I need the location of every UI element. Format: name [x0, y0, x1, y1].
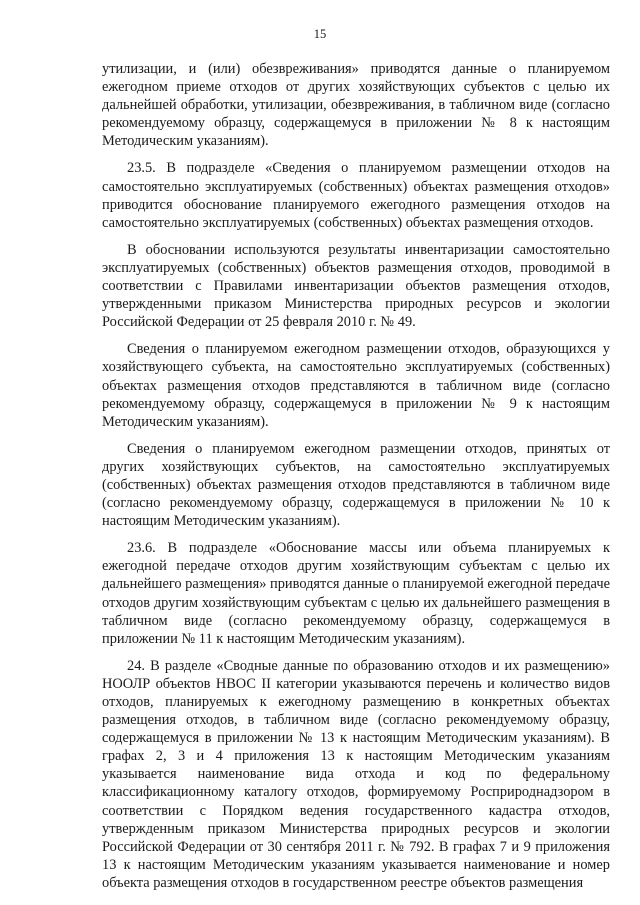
- paragraph-continuation: утилизации, и (или) обезвреживания» приводятся данные о планируемом ежегодном приеме отходов от других хозяйствующих субъектов с целью их дальнейшей обработки, утилизации, обезвреживания, в табличном виде (согласно рекомендуемому образцу, содержащемуся в приложении № 8 к настоящим Методическим указаниям).: [102, 61, 610, 150]
- paragraph-accepted-waste-placement: Сведения о планируемом ежегодном размещении отходов, принятых от других хозяйствующих субъектов, на самостоятельно эксплуатируемых (собственных) объектах размещения отходов представляются в табличном виде (согласно рекомендуемому образцу, содержащемуся в приложении № 10 к настоящим Методическим указаниям).: [102, 440, 610, 530]
- paragraph-23-6: 23.6. В подразделе «Обоснование массы или объема планируемых к ежегодной передаче отходов другим хозяйствующим субъектам с целью их дальнейшего размещения» приводятся данные о планируемой ежегодной передаче отходов другим хозяйствующим субъектам с целью их дальнейшего размещения в табличном виде (согласно рекомендуемому образцу, содержащемуся в приложении № 11 к настоящим Методическим указаниям).: [102, 540, 610, 647]
- paragraph-inventory: В обосновании используются результаты инвентаризации самостоятельно эксплуатируемых (собственных) объектов размещения отходов, проводимой в соответствии с Правилами инвентаризации объектов размещения отходов, утвержденными приказом Министерства природных ресурсов и экологии Российской Федерации от 25 февраля 2010 г. № 49.: [102, 241, 610, 331]
- page-number: 15: [313, 27, 327, 41]
- paragraph-own-waste-placement: Сведения о планируемом ежегодном размещении отходов, образующихся у хозяйствующего субъекта, на самостоятельно эксплуатируемых (собственных) объектах размещения отходов представляются в табличном виде (согласно рекомендуемому образцу, содержащемуся в приложении № 9 к настоящим Методическим указаниям).: [102, 341, 610, 430]
- paragraph-23-5: 23.5. В подразделе «Сведения о планируемом размещении отходов на самостоятельно эксплуатируемых (собственных) объектах размещения отходов» приводится обоснование планируемого ежегодного размещения отходов на самостоятельно эксплуатируемых (собственных) объектах размещения отходов.: [102, 160, 610, 231]
- body-text: [102, 60, 610, 892]
- paragraph-24: 24. В разделе «Сводные данные по образованию отходов и их размещению» НООЛР объектов НВОС II категории указываются перечень и количество видов отходов, планируемых к ежегодному размещению в конкретных объектах размещения отходов, в табличном виде (согласно рекомендуемому образцу, содержащемуся в приложении № 13 к настоящим Методическим указаниям). В графах 2, 3 и 4 приложения 13 к настоящим Методическим указаниям указывается наименование вида отхода и код по федеральному классификационному каталогу отходов, формируемому Росприроднадзором в соответствии с Порядком ведения государственного кадастра отходов, утвержденным приказом Министерства природных ресурсов и экологии Российской Федерации от 30 сентября 2011 г. № 792. В графах 7 и 9 приложения 13 к настоящим Методическим указаниям указывается наименование и номер объекта размещения отходов в государственном реестре объектов размещения: [102, 657, 610, 891]
